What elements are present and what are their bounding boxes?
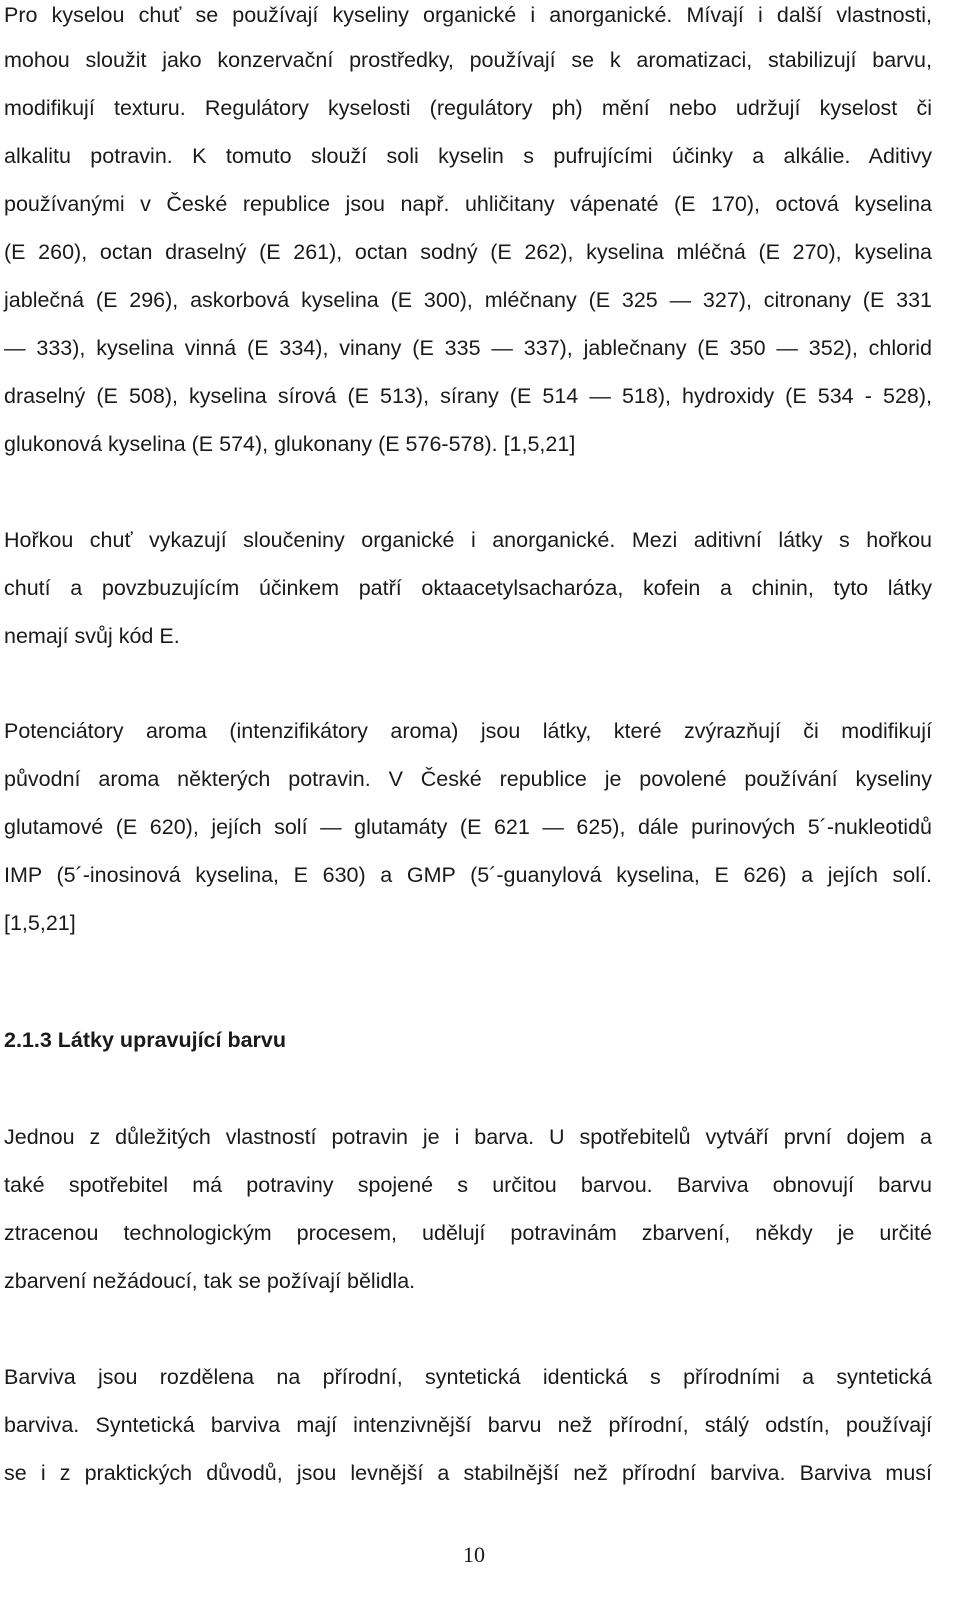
- text-line: IMP (5´-inosinová kyselina, E 630) a GMP (5´-guanylová kyselina, E 626) a jejích solí.: [4, 863, 932, 887]
- text-line: také spotřebitel má potraviny spojené s určitou barvou. Barviva obnovují barvu: [4, 1173, 932, 1197]
- section-heading: 2.1.3 Látky upravující barvu: [4, 1028, 287, 1052]
- text-line: modifikují texturu. Regulátory kyselosti (regulátory ph) mění nebo udržují kyselost či: [4, 96, 932, 120]
- text-line: glutamové (E 620), jejích solí — glutamáty (E 621 — 625), dále purinových 5´-nukleotidů: [4, 815, 932, 839]
- text-line: Barviva jsou rozdělena na přírodní, syntetická identická s přírodními a syntetická: [4, 1365, 932, 1389]
- text-line: ztracenou technologickým procesem, udělují potravinám zbarvení, někdy je určité: [4, 1221, 932, 1245]
- text-line: barviva. Syntetická barviva mají intenzivnější barvu než přírodní, stálý odstín, používají: [4, 1413, 932, 1437]
- page-number: 10: [463, 1542, 485, 1567]
- text-line: chutí a povzbuzujícím účinkem patří oktaacetylsacharóza, kofein a chinin, tyto látky: [4, 576, 932, 600]
- text-line: Jednou z důležitých vlastností potravin je i barva. U spotřebitelů vytváří první dojem a: [4, 1125, 932, 1149]
- text-line: Hořkou chuť vykazují sloučeniny organické i anorganické. Mezi aditivní látky s hořkou: [4, 528, 932, 552]
- text-line: zbarvení nežádoucí, tak se požívají bělidla.: [4, 1269, 416, 1293]
- text-line: (E 260), octan draselný (E 261), octan sodný (E 262), kyselina mléčná (E 270), kyselina: [4, 240, 932, 264]
- text-line: jablečná (E 296), askorbová kyselina (E 300), mléčnany (E 325 — 327), citronany (E 331: [4, 288, 932, 312]
- text-line: glukonová kyselina (E 574), glukonany (E 576-578). [1,5,21]: [4, 432, 576, 456]
- text-line: používanými v České republice jsou např. uhličitany vápenaté (E 170), octová kyselina: [4, 192, 932, 216]
- text-line: — 333), kyselina vinná (E 334), vinany (E 335 — 337), jablečnany (E 350 — 352), chlorid: [4, 336, 932, 360]
- text-line: původní aroma některých potravin. V České republice je povolené používání kyseliny: [4, 767, 932, 791]
- text-line: [1,5,21]: [4, 911, 76, 935]
- text-line: Potenciátory aroma (intenzifikátory aroma) jsou látky, které zvýrazňují či modifikují: [4, 719, 932, 743]
- text-line: nemají svůj kód E.: [4, 624, 180, 648]
- text-line: mohou sloužit jako konzervační prostředky, používají se k aromatizaci, stabilizují barvu,: [4, 48, 932, 72]
- text-line: draselný (E 508), kyselina sírová (E 513), sírany (E 514 — 518), hydroxidy (E 534 - 528),: [4, 384, 932, 408]
- text-line: se i z praktických důvodů, jsou levnější a stabilnější než přírodní barviva. Barviva musí: [4, 1461, 932, 1485]
- text-line: Pro kyselou chuť se používají kyseliny organické i anorganické. Mívají i další vlastnosti,: [4, 3, 932, 27]
- text-line: alkalitu potravin. K tomuto slouží soli kyselin s pufrujícími účinky a alkálie. Aditivy: [4, 144, 932, 168]
